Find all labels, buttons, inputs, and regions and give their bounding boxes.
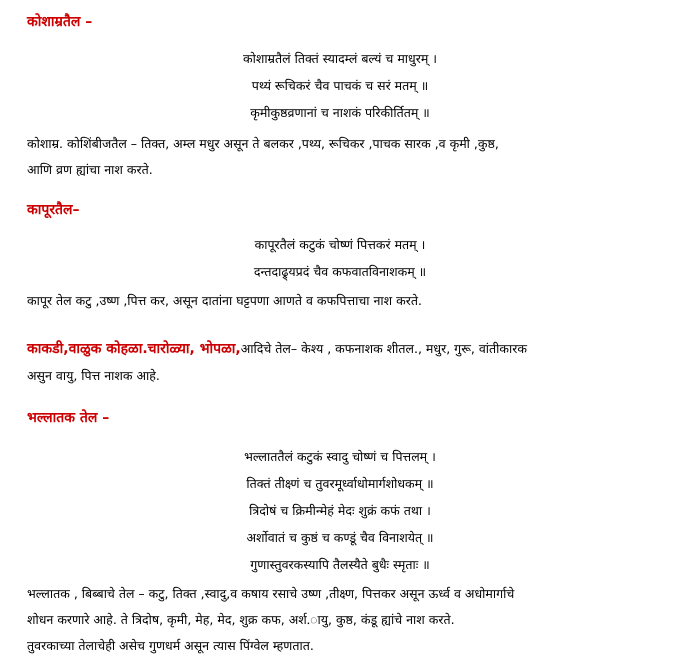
description-line: तुवरकाच्या तेलाचेही असेच गुणधर्म असून त्यास पिंग्वेल म्हणतात. — [27, 638, 314, 653]
description-line: कापूर तेल कटु ,उष्ण ,पित्त कर, असून दातांना घट्टपणा आणते व कफपित्ताचा नाश करते. — [27, 293, 422, 308]
section-heading-bhallatak: भल्लातक तेल – — [27, 410, 110, 426]
section-heading-kapur: कापूरतैल– — [27, 202, 80, 218]
verse-line: कृमीकुष्ठव्रणानां च नाशकं परिकीर्तितम् ॥ — [250, 105, 430, 120]
inline-rest: आदिचे तेल– केश्य , कफनाशक शीतल., मधुर, गुरू, वांतीकारक — [240, 341, 527, 356]
description-line: कोशाम्र. कोशिंबीजतैल – तिक्त, अम्ल मधुर असून ते बलकर ,पथ्य, रूचिकर ,पाचक सारक ,व कृमी ,कुष्ठ, — [27, 136, 499, 151]
description-line: आणि व्रण ह्यांचा नाश करते. — [27, 162, 153, 177]
verse-line: पथ्यं रूचिकरं चैव पाचकं च सरं मतम् ॥ — [251, 78, 429, 93]
verse-line: गुणास्तुवरकस्यापि तैलस्यैते बुधैः स्मृताः ॥ — [250, 557, 430, 572]
verse-line: तिक्तं तीक्ष्णं च तुवरमूर्ध्वाधोमार्गशोधकम् ॥ — [246, 476, 434, 491]
verse-line: कापूरतैलं कटुकं चोष्णं पित्तकरं मतम् । — [254, 237, 426, 252]
description-line: शोधन करणारे आहे. ते त्रिदोष, कृमी, मेह, मेद, शुक्र कफ, अर्श.ायु, कुष्ठ, कंडू ह्यांचे नाश करते. — [27, 612, 455, 627]
inline-heading-paragraph — [27, 339, 667, 358]
verse-line: भल्लाततैलं कटुकं स्वादु चोष्णं च पित्तलम् । — [244, 449, 436, 464]
verse-line: कोशाम्रतैलं तिक्तं स्यादम्लं बल्यं च माधुरम् । — [242, 51, 438, 66]
description-line: असुन वायु, पित्त नाशक आहे. — [27, 368, 160, 383]
inline-heading: काकडी,वाळुक कोहळा.चारोळ्या, भोपळा, — [27, 341, 241, 357]
verse-line: अर्शोवातं च कुष्ठं च कण्डूं चैव विनाशयेत् ॥ — [246, 530, 434, 545]
section-heading-koshamra: कोशाम्रतैल – — [27, 14, 93, 30]
verse-line: त्रिदोषं च क्रिमीन्मेहं मेदः शुक्रं कफं तथा । — [249, 503, 431, 518]
description-line: भल्लातक , बिब्बाचे तेल – कटु, तिक्त ,स्वादु,व कषाय रसाचे उष्ण ,तीक्ष्ण, पित्तकर असून ऊर्ध्व व अधोमार्गाचे — [27, 586, 515, 601]
verse-line: दन्तदाढ्र्यप्रदं चैव कफवातविनाशकम् ॥ — [253, 264, 427, 279]
